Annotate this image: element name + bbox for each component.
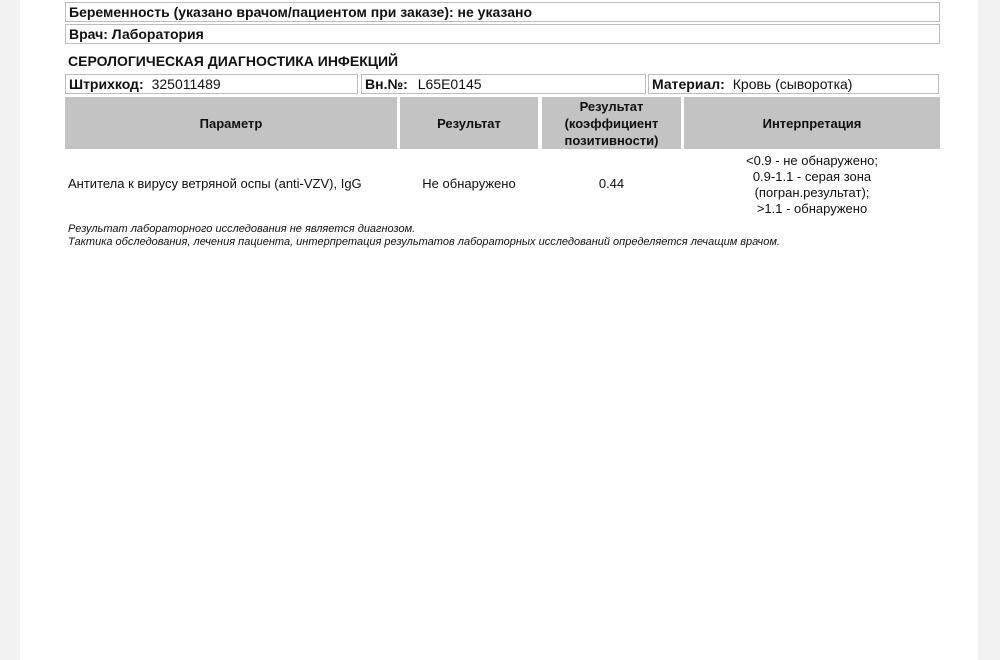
row-parameter: Антитела к вирусу ветряной оспы (anti-VZV), IgG	[68, 176, 362, 191]
section-title: СЕРОЛОГИЧЕСКАЯ ДИАГНОСТИКА ИНФЕКЦИЙ	[68, 53, 399, 69]
header-interpretation: Интерпретация	[684, 97, 940, 149]
material-cell	[648, 74, 939, 94]
pregnancy-status: Беременность (указано врачом/пациентом при заказе): не указано	[65, 2, 940, 22]
header-parameter: Параметр	[65, 97, 397, 149]
row-interpretation	[684, 153, 940, 217]
barcode-cell	[65, 74, 358, 94]
barcode-label: Штрихкод:	[69, 76, 144, 92]
material-value: Кровь (сыворотка)	[732, 76, 853, 92]
disclaimer-note: Результат лабораторного исследования не является диагнозом.	[68, 223, 416, 235]
header-coefficient: Результат (коэффициент позитивности)	[542, 97, 681, 149]
tactics-note: Тактика обследования, лечения пациента, интерпретация результатов лабораторных исследований определяется лечащим врачом.	[68, 236, 780, 248]
internal-number-value: L65E0145	[417, 76, 482, 92]
internal-number-label: Вн.№:	[365, 76, 408, 92]
interpretation-line: (погран.результат);	[754, 185, 870, 200]
material-label: Материал:	[652, 76, 725, 92]
row-coefficient: 0.44	[598, 176, 625, 191]
barcode-value: 325011489	[151, 76, 221, 92]
interpretation-line: >1.1 - обнаружено	[756, 201, 868, 216]
row-result: Не обнаружено	[422, 176, 516, 191]
interpretation-line: 0.9-1.1 - серая зона	[752, 169, 872, 184]
internal-number-cell	[361, 74, 646, 94]
doctor-field: Врач: Лаборатория	[65, 24, 940, 44]
header-result: Результат	[400, 97, 538, 149]
interpretation-line: <0.9 - не обнаружено;	[746, 153, 878, 168]
